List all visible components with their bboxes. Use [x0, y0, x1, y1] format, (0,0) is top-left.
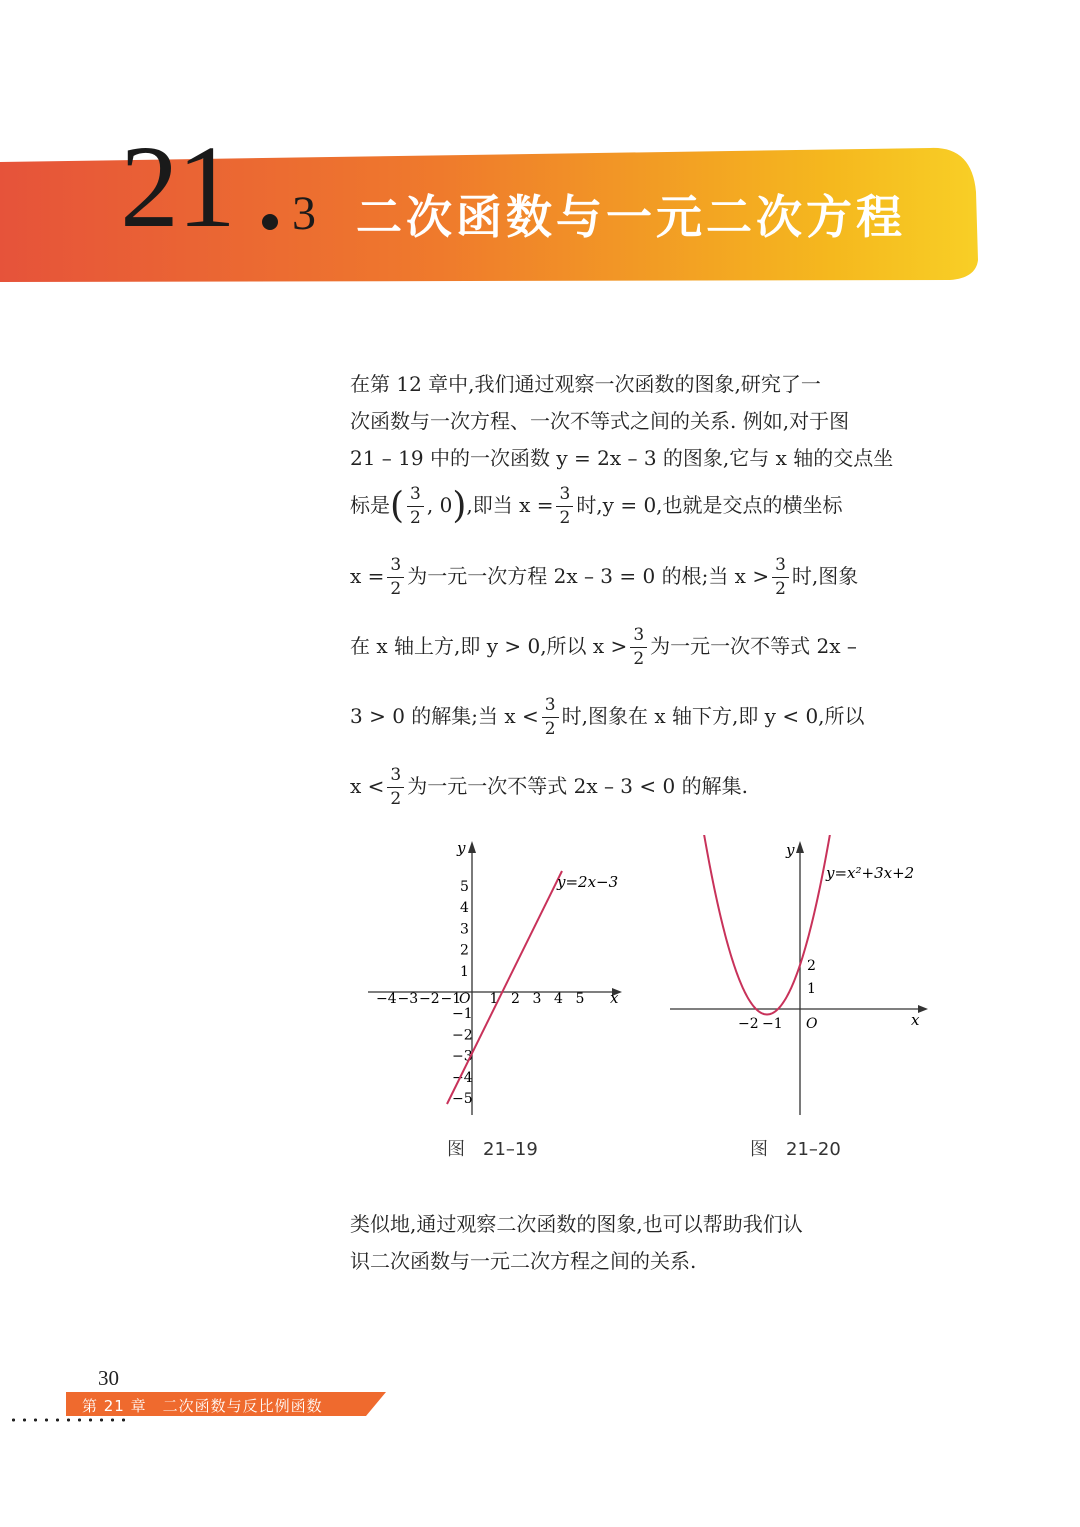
- fraction-num: 3: [542, 697, 559, 718]
- origin-label: O: [806, 1016, 818, 1032]
- footer-dots: [8, 1418, 130, 1422]
- y-axis-label: y: [786, 841, 795, 859]
- fraction-num: 3: [387, 557, 404, 578]
- page-number: 30: [98, 1366, 119, 1390]
- text: 为一元一次不等式 2x – 3 < 0 的解集.: [407, 774, 748, 798]
- fraction-den: 2: [633, 649, 645, 669]
- x-ticks: [376, 991, 584, 1007]
- fraction: [387, 767, 404, 808]
- fraction-den: 2: [544, 719, 556, 739]
- section-number-major: 21: [120, 121, 234, 252]
- fraction: [407, 486, 424, 527]
- text: ,即当 x =: [466, 493, 554, 517]
- text: 3 > 0 的解集;当 x <: [350, 704, 539, 728]
- fraction-num: 3: [630, 627, 647, 648]
- fraction-den: 2: [775, 579, 786, 599]
- text: 时,图象: [791, 564, 859, 588]
- fraction: [630, 627, 647, 668]
- y-tick-label: 4: [460, 900, 469, 917]
- fraction: [542, 697, 559, 738]
- text: 为一元一次不等式 2x –: [650, 634, 857, 658]
- y-tick-1: 1: [807, 981, 816, 997]
- x-tick-label: 4: [554, 991, 563, 1007]
- curve-label: y=2x−3: [557, 873, 619, 891]
- y-axis-label: y: [457, 839, 466, 857]
- para1-line7: [350, 697, 946, 738]
- y-tick-label: −2: [452, 1027, 473, 1044]
- fraction-num: 3: [407, 486, 424, 507]
- para1-line4: [350, 486, 946, 527]
- chapter-label: 第 21 章 二次函数与反比例函数: [82, 1397, 323, 1415]
- fraction: [772, 557, 789, 598]
- text: 为一元一次方程 2x – 3 = 0 的根;当 x >: [407, 564, 770, 588]
- para1-line1: 在第 12 章中,我们通过观察一次函数的图象,研究了一: [350, 372, 821, 396]
- y-tick-label: −5: [452, 1091, 473, 1107]
- y-tick-label: 2: [460, 942, 469, 959]
- y-tick-label: −1: [452, 1006, 473, 1023]
- y-tick-label: −3: [452, 1048, 473, 1065]
- x-axis-arrow: [918, 1005, 928, 1013]
- para1-line3: 21 – 19 中的一次函数 y = 2x – 3 的图象,它与 x 轴的交点坐: [350, 446, 894, 470]
- fraction-den: 2: [410, 508, 421, 528]
- text: x =: [350, 564, 385, 588]
- fraction-num: 3: [556, 486, 573, 507]
- fraction-num: 3: [387, 767, 404, 788]
- x-tick-label: −3: [397, 991, 419, 1007]
- x-tick-neg2: −2: [738, 1016, 759, 1032]
- y-tick-label: 5: [460, 879, 469, 895]
- para2-line2: 识二次函数与一元二次方程之间的关系.: [350, 1249, 697, 1273]
- paren-right: ): [452, 485, 467, 527]
- para1-line6: [350, 627, 946, 668]
- para2-line1: 类似地,通过观察二次函数的图象,也可以帮助我们认: [350, 1212, 803, 1236]
- y-tick-label: 1: [460, 963, 469, 980]
- x-tick-neg1: −1: [762, 1016, 783, 1032]
- fraction-den: 2: [559, 508, 571, 528]
- fraction: [387, 557, 404, 598]
- para1-line2: 次函数与一次方程、一次不等式之间的关系. 例如,对于图: [350, 409, 850, 433]
- section-title: 二次函数与一元二次方程: [356, 190, 906, 244]
- y-tick-label: 3: [460, 921, 469, 938]
- x-tick-label: −4: [376, 991, 397, 1007]
- curve-label: y=x²+3x+2: [826, 864, 915, 882]
- origin-label: O: [459, 991, 471, 1007]
- section-number-minor: 3: [292, 187, 316, 240]
- figure-caption-21-20: 图 21–20: [750, 1139, 841, 1160]
- section-dot: [262, 214, 278, 230]
- x-tick-label: 1: [489, 991, 499, 1007]
- figure-caption-21-19: 图 21–19: [447, 1139, 538, 1160]
- fraction-num: 3: [772, 557, 789, 578]
- text: 时,图象在 x 轴下方,即 y < 0,所以: [561, 704, 865, 728]
- x-tick-label: −2: [419, 991, 440, 1007]
- x-tick-label: −1: [440, 991, 462, 1007]
- x-axis-label: x: [911, 1011, 920, 1029]
- x-tick-label: 5: [575, 991, 585, 1007]
- text: 在 x 轴上方,即 y > 0,所以 x >: [350, 634, 628, 658]
- y-axis-arrow: [468, 841, 476, 853]
- fraction: [556, 486, 573, 527]
- para1-line5: [350, 557, 946, 598]
- text: x <: [350, 774, 385, 798]
- y-tick-label: −4: [452, 1069, 473, 1086]
- text: 标是: [350, 493, 390, 517]
- figure-21-19: [360, 835, 630, 1120]
- y-tick-2: 2: [807, 958, 816, 974]
- text: 时,y = 0,也就是交点的横坐标: [576, 493, 843, 517]
- fraction-den: 2: [390, 579, 402, 599]
- x-tick-label: 2: [511, 991, 520, 1007]
- paren-left: (: [390, 485, 405, 527]
- figure-21-20: [668, 835, 938, 1120]
- y-axis-arrow: [796, 841, 804, 853]
- x-axis-label: x: [610, 989, 619, 1007]
- x-tick-label: 3: [532, 991, 542, 1007]
- para1-line8: [350, 767, 946, 808]
- text: , 0: [426, 493, 453, 517]
- fraction-den: 2: [390, 789, 402, 809]
